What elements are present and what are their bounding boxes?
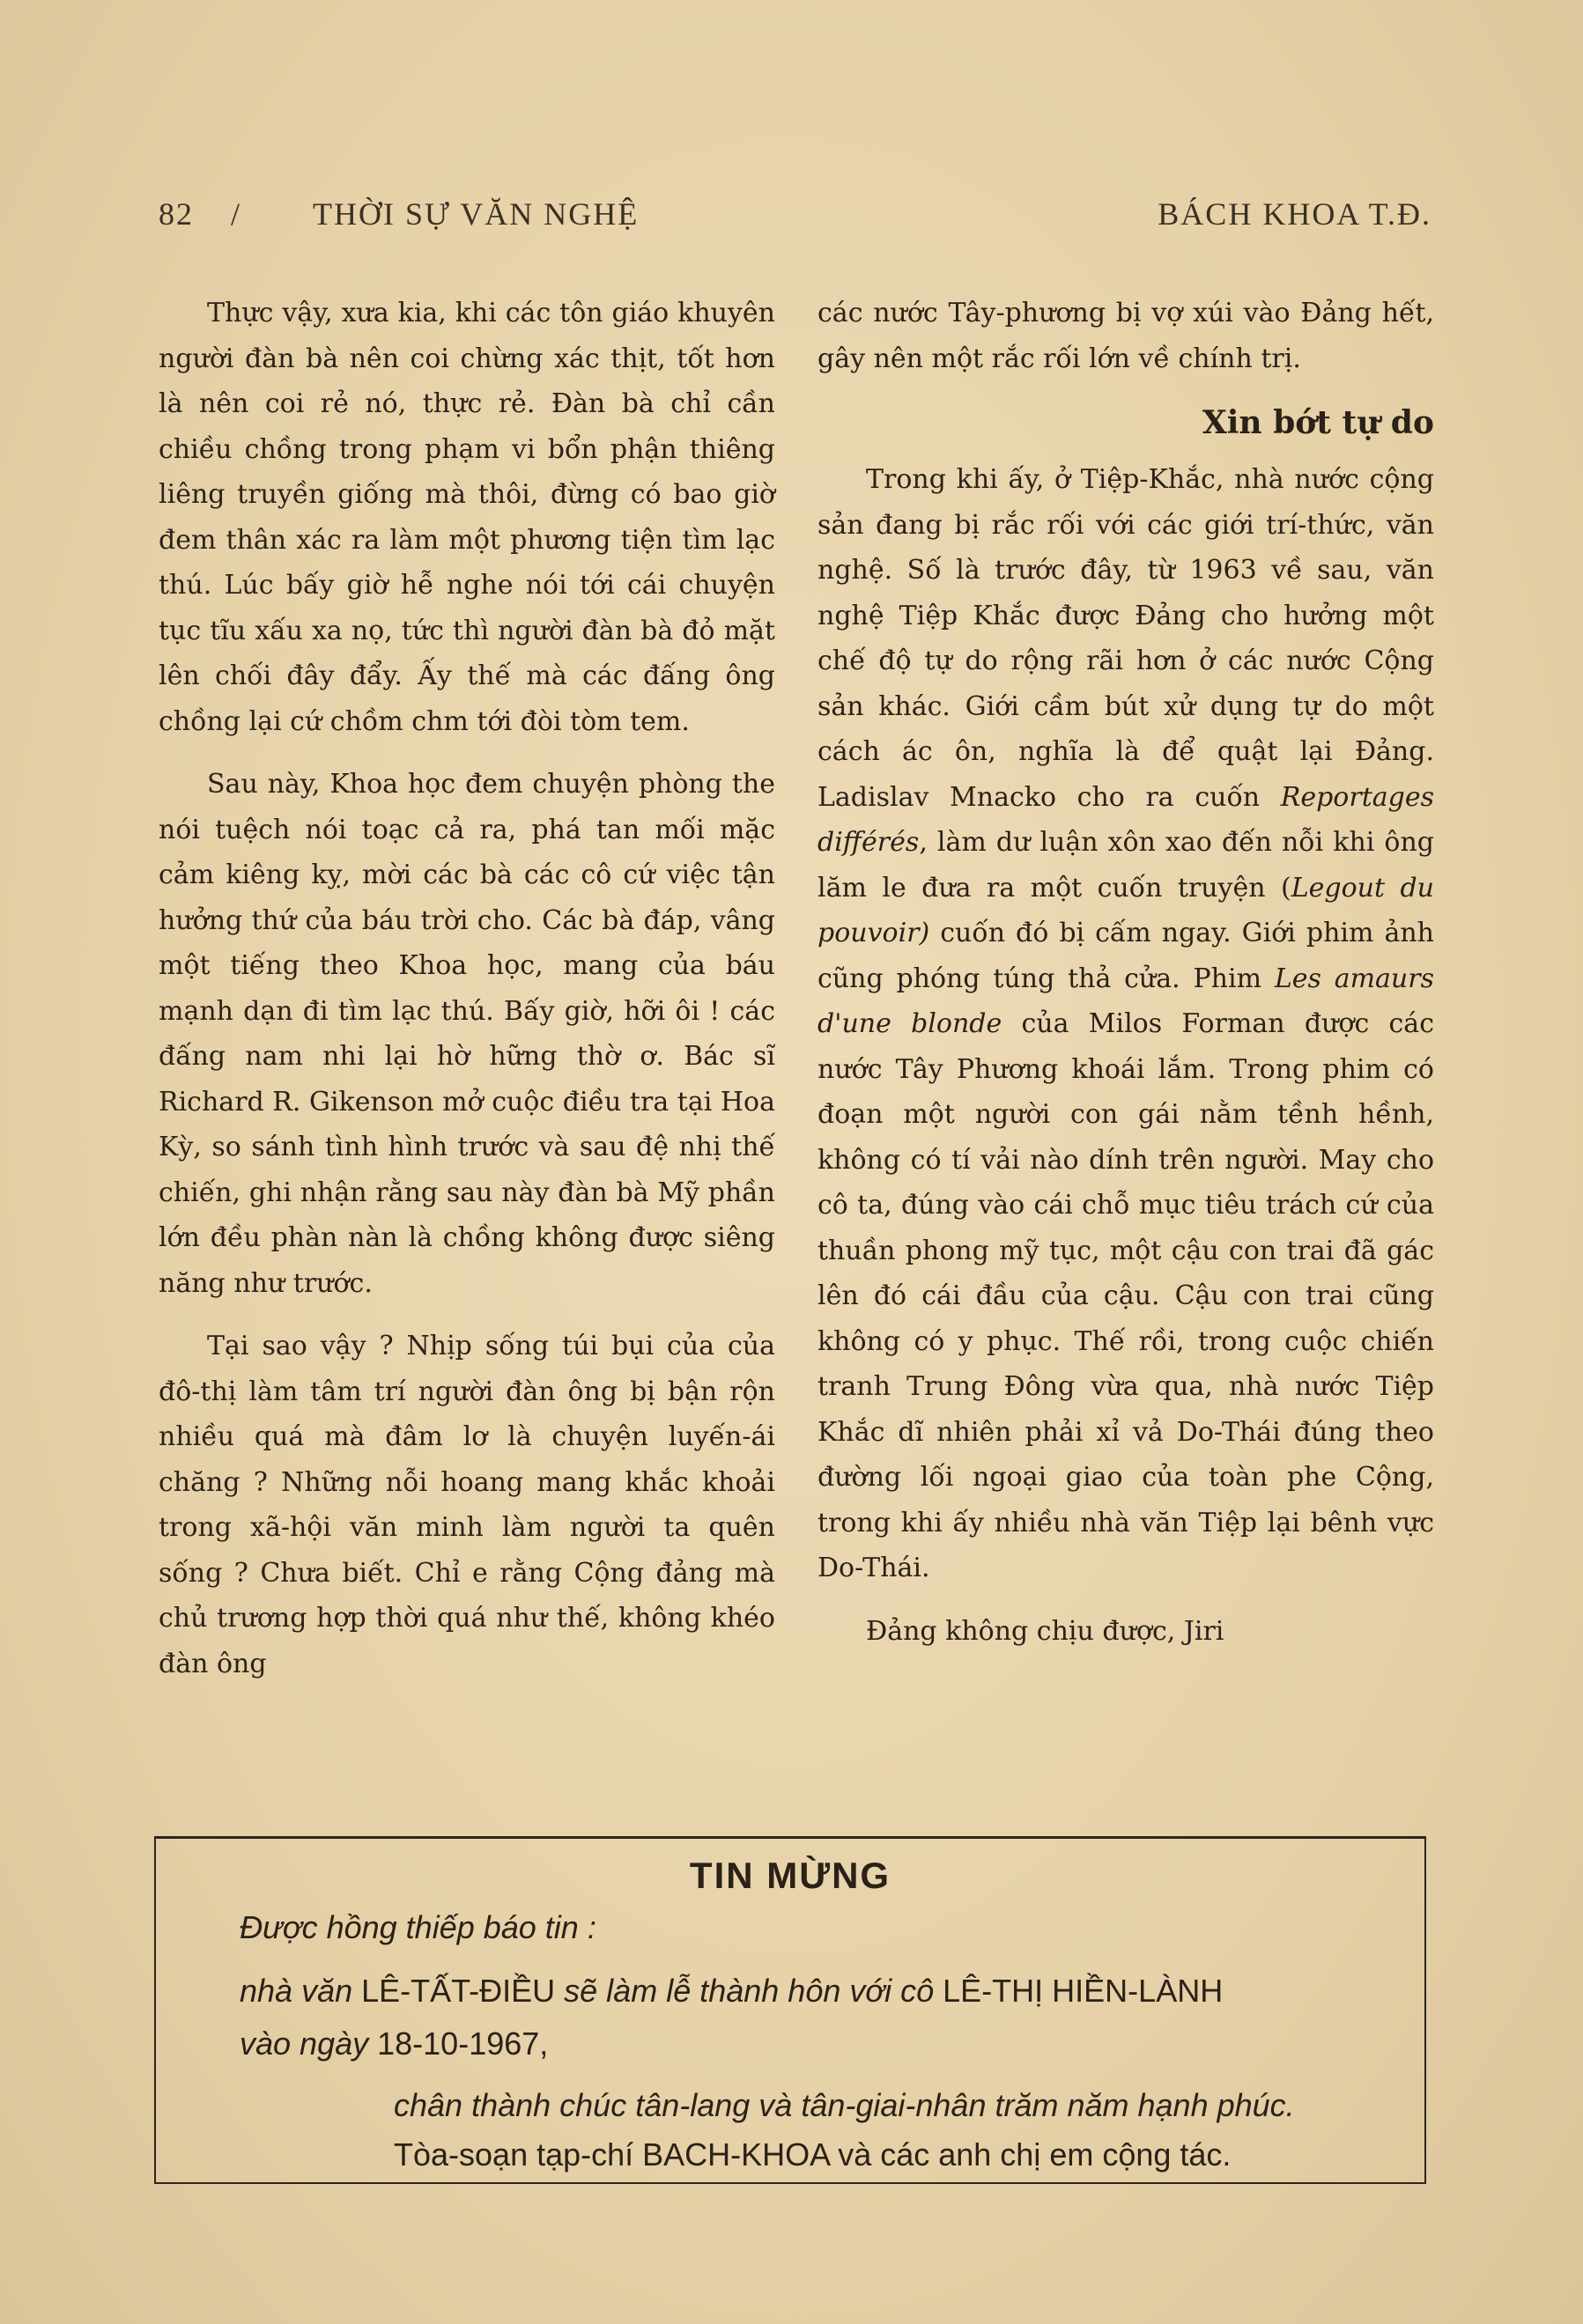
- section-heading: Xin bớt tự do: [1202, 404, 1434, 441]
- left-paragraph-1: Thực vậy, xưa kia, khi các tôn giáo khuyên người đàn bà nên coi chừng xác thịt, tốt hơn là nên coi rẻ nó, thực rẻ. Đàn bà chỉ cần chiều chồng trong phạm vi bổn phận thiêng liêng truyền giống mà thôi, đừng có bao giờ đem thân xác ra làm một phương tiện tìm lạc thú. Lúc bấy giờ hễ nghe nói tới cái chuyện tục tĩu xấu xa nọ, tức thì người đàn bà đỏ mặt lên chối đây đẩy. Ấy thế mà các đấng ông chồng lại cứ chồm chm tới đòi tòm tem.: [159, 298, 775, 737]
- left-paragraph-3: Tại sao vậy ? Nhịp sống túi bụi của của đô-thị làm tâm trí người đàn ông bị bận rộn nhiều quá mà đâm lơ là chuyện luyến-ái chăng ? Những nỗi hoang mang khắc khoải trong xã-hội văn minh làm người ta quên sống ? Chưa biết. Chỉ e rằng Cộng đảng mà chủ trương hợp thời quá như thế, không khéo đàn ông: [159, 1331, 775, 1679]
- header-separator: /: [231, 196, 242, 232]
- announcement-couple: [240, 1973, 1223, 2010]
- announcement-text: vào ngày: [240, 2025, 378, 2062]
- film-title: Les amaurs d'une blonde: [817, 963, 1434, 1039]
- page-header: [159, 196, 1431, 240]
- groom-name: LÊ-TẤT-ĐIỀU: [361, 1973, 556, 2009]
- announcement-from: Tòa-soạn tạp-chí BACH-KHOA và các anh chị em cộng tác.: [394, 2136, 1232, 2173]
- magazine-title: BÁCH KHOA T.Đ.: [1158, 196, 1431, 232]
- left-column: [159, 291, 775, 1704]
- right-paragraph-2: [817, 457, 1434, 1591]
- paragraph-text: Trong khi ấy, ở Tiệp-Khắc, nhà nước cộng sản đang bị rắc rối với các giới trí-thức, văn nghệ. Số là trước đây, từ 1963 về sau, văn nghệ Tiệp Khắc được Đảng cho hưởng một chế độ tự do rộng rãi hơn ở các nước Cộng sản khác. Giới cầm bút xử dụng tự do một cách ác ôn, nghĩa là để quật lại Đảng. Ladislav Mnacko cho ra cuốn: [817, 464, 1434, 813]
- page-number: 82: [159, 196, 194, 232]
- right-paragraph-1: các nước Tây-phương bị vợ xúi vào Đảng hết, gây nên một rắc rối lớn về chính trị.: [817, 298, 1434, 374]
- section-title: THỜI SỰ VĂN NGHỆ: [313, 196, 640, 232]
- wedding-announcement-box: [154, 1836, 1426, 2184]
- paragraph-text: của Milos Forman được các nước Tây Phương khoái lắm. Trong phim có đoạn một người con gái nằm tềnh hềnh, không có tí vải nào dính trên người. May cho cô ta, đúng vào cái chỗ mục tiêu trách cứ của thuần phong mỹ tục, một cậu con trai đã gác lên đó cái đầu của cậu. Cậu con trai cũng không có y phục. Thế rồi, trong cuộc chiến tranh Trung Đông vừa qua, nhà nước Tiệp Khắc dĩ nhiên phải xỉ vả Do-Thái đúng theo đường lối ngoại giao của toàn phe Cộng, trong khi ấy nhiều nhà văn Tiệp lại bênh vực Do-Thái.: [817, 1008, 1434, 1583]
- announcement-date-line: [240, 2025, 548, 2062]
- announcement-text: sẽ làm lễ thành hôn với cô: [555, 1973, 943, 2009]
- bride-name: LÊ-THỊ HIỀN-LÀNH: [943, 1973, 1224, 2009]
- announcement-intro: Được hồng thiếp báo tin :: [240, 1909, 596, 1945]
- wedding-date: 18-10-1967,: [377, 2025, 549, 2062]
- announcement-title: TIN MỪNG: [689, 1855, 891, 1896]
- announcement-wish: chân thành chúc tân-lang và tân-giai-nhân trăm năm hạnh phúc.: [394, 2087, 1295, 2123]
- right-paragraph-3: Đảng không chịu được, Jiri: [866, 1615, 1224, 1647]
- book-title-legout: Legout du pouvoir): [817, 872, 1434, 948]
- right-column: [817, 291, 1434, 1671]
- book-title-reportages: Reportages différés: [817, 781, 1434, 858]
- paragraph-text: cuốn đó bị cấm ngay. Giới phim ảnh cũng phóng túng thả cửa. Phim: [817, 918, 1434, 994]
- left-paragraph-2: Sau này, Khoa học đem chuyện phòng the nói tuệch nói toạc cả ra, phá tan mối mặc cảm kiêng kỵ, mời các bà các cô cứ việc tận hưởng thứ của báu trời cho. Các bà đáp, vâng một tiếng theo Khoa học, mang của báu mạnh dạn đi tìm lạc thú. Bấy giờ, hỡi ôi ! các đấng nam nhi lại hờ hững thờ ơ. Bác sĩ Richard R. Gikenson mở cuộc điều tra tại Hoa Kỳ, so sánh tình hình trước và sau đệ nhị thế chiến, ghi nhận rằng sau này đàn bà Mỹ phần lớn đều phàn nàn là chồng không được siêng năng như trước.: [159, 769, 775, 1299]
- announcement-text: nhà văn: [240, 1973, 362, 2009]
- paragraph-text: , làm dư luận xôn xao đến nỗi khi ông lăm le đưa ra một cuốn truyện (: [817, 827, 1434, 904]
